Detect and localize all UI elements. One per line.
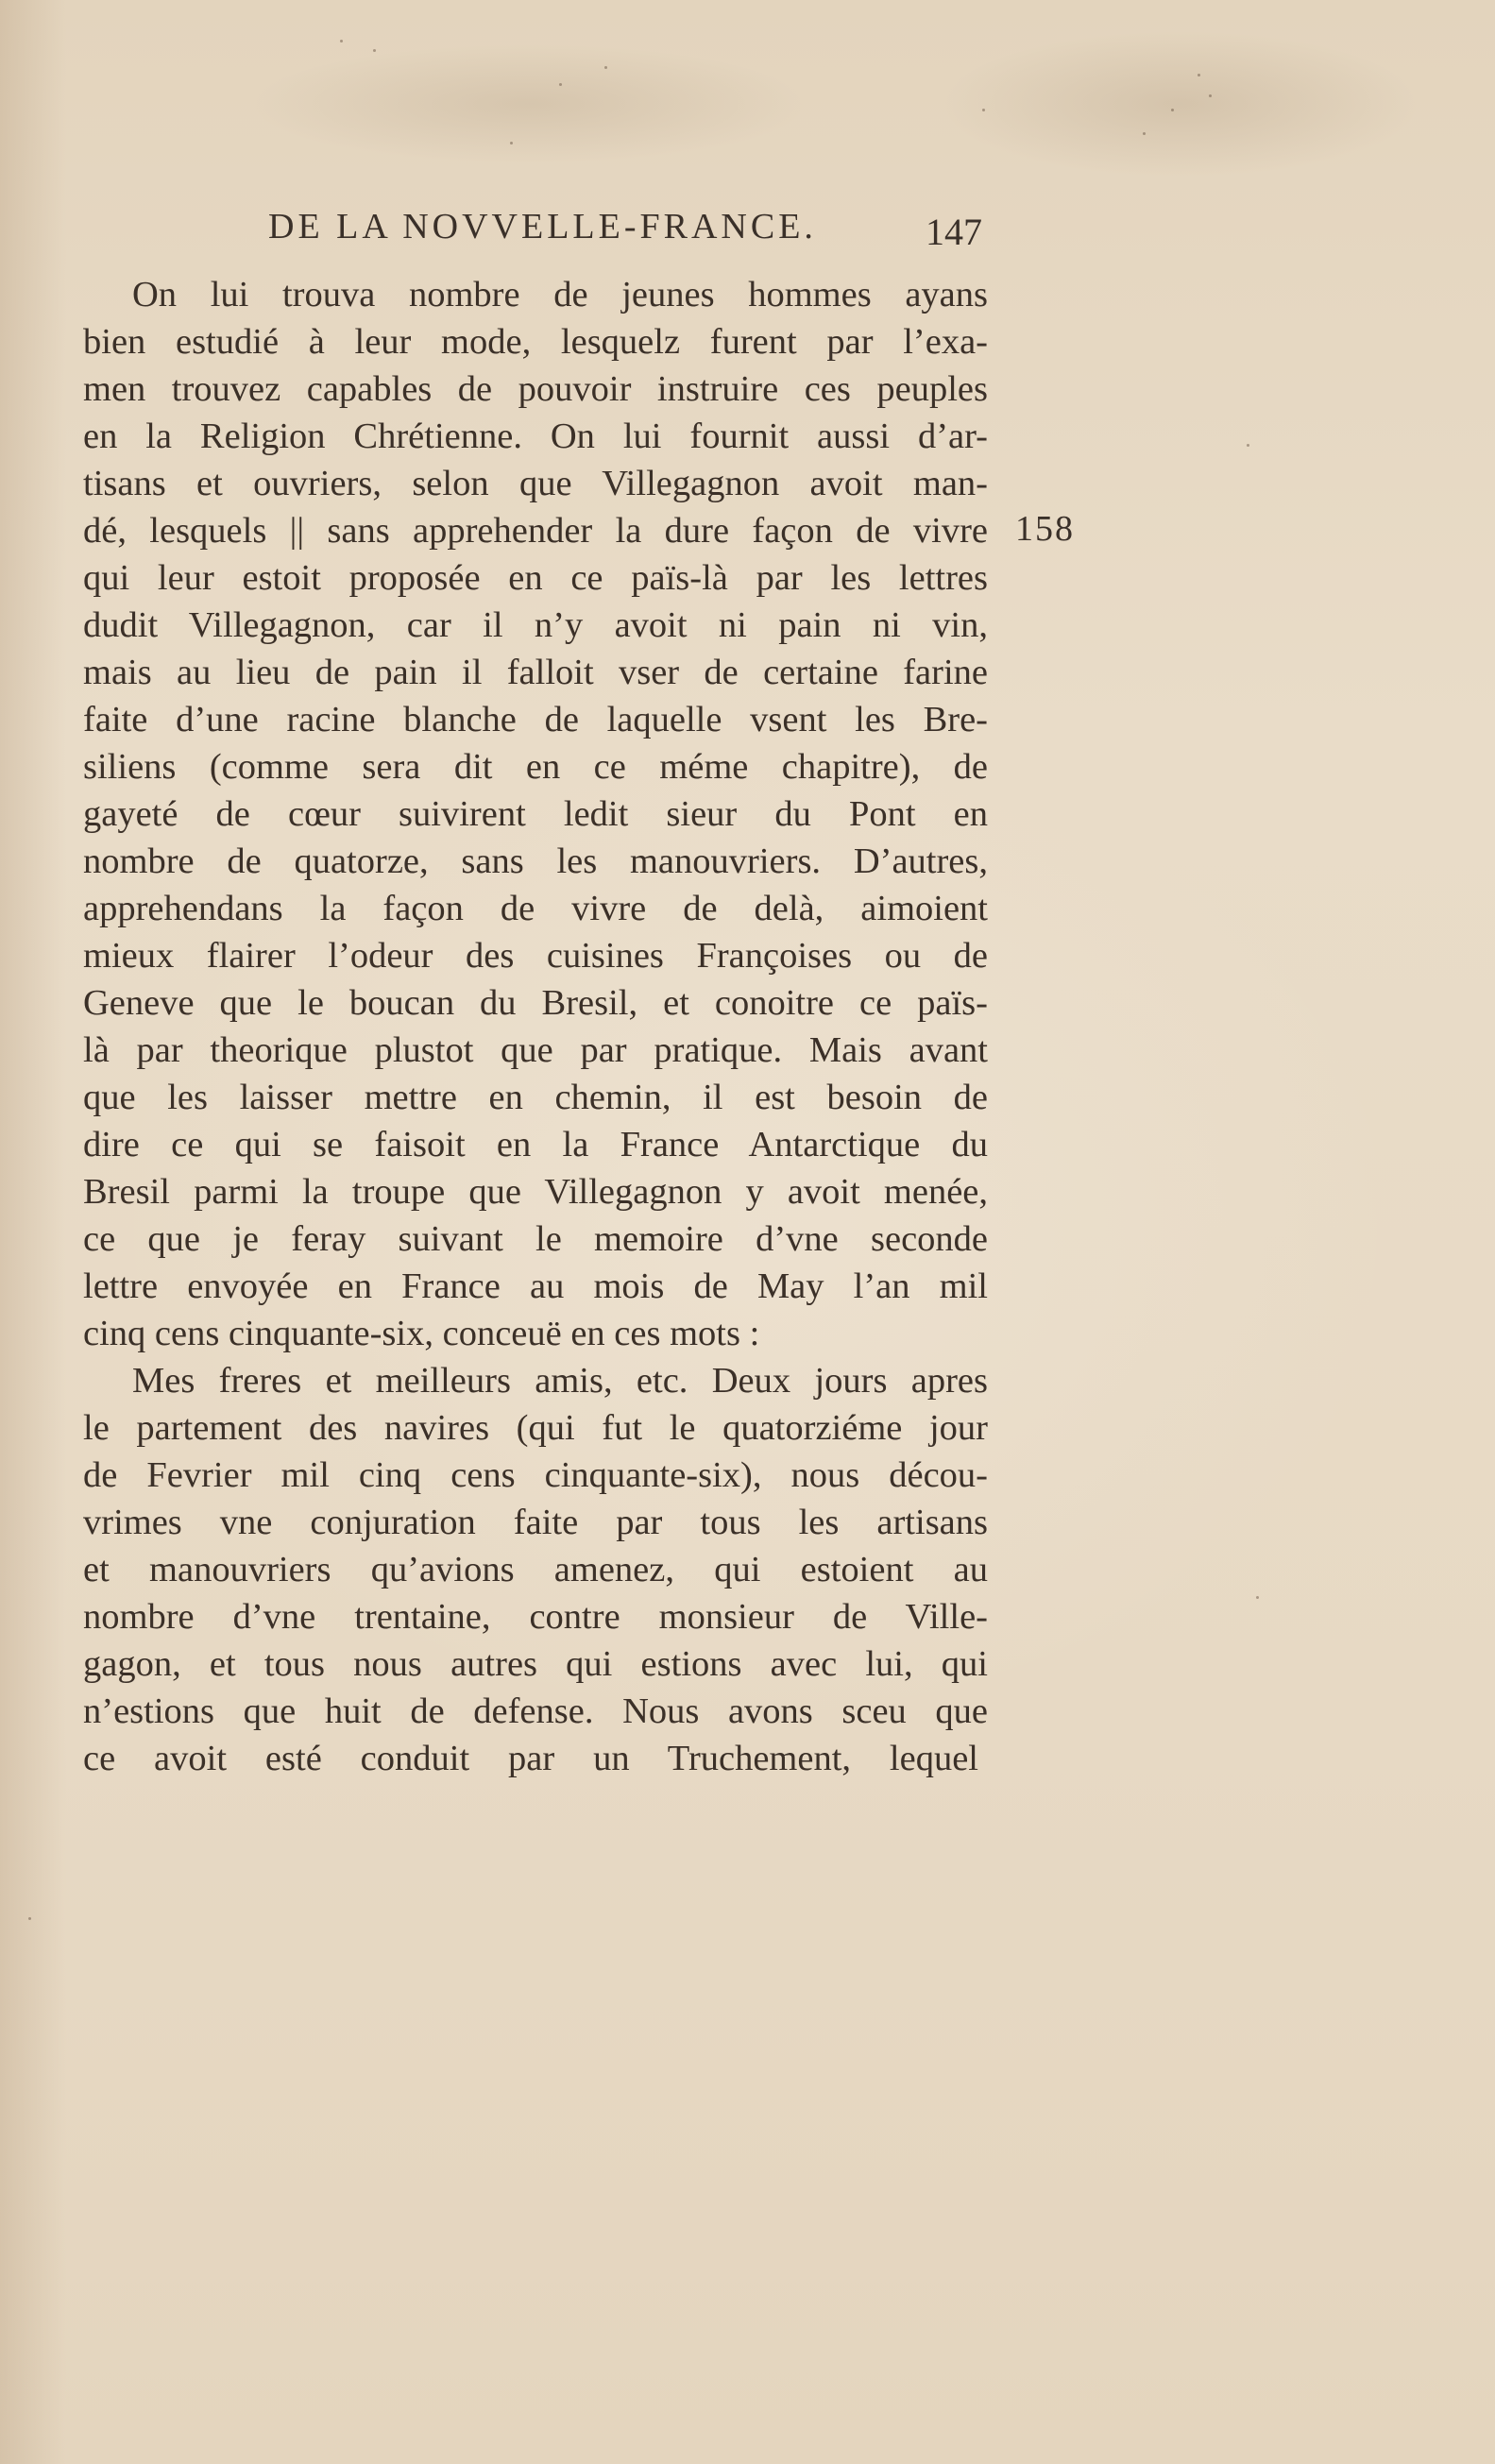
paper-speck: [1171, 109, 1174, 111]
page-number: 147: [926, 211, 982, 253]
running-head: DE LA NOVVELLE-FRANCE.: [268, 207, 817, 246]
text-line: faite d’une racine blanche de laquelle vsent les Bre-: [83, 700, 988, 739]
paper-speck: [373, 49, 376, 52]
text-line: ce que je feray suivant le memoire d’vne seconde: [83, 1219, 988, 1259]
text-line: gayeté de cœur suivirent ledit sieur du Pont en: [83, 794, 988, 834]
text-line: cinq cens cinquante-six, conceuë en ces mots :: [83, 1314, 760, 1353]
text-line: nombre d’vne trentaine, contre monsieur de Ville-: [83, 1597, 988, 1637]
paper-speck: [1247, 444, 1249, 447]
text-line: lettre envoyée en France au mois de May l’an mil: [83, 1266, 988, 1306]
paper-speck: [510, 142, 513, 144]
text-line: Geneve que le boucan du Bresil, et conoitre ce païs-: [83, 983, 988, 1023]
text-line: ce avoit esté conduit par un Truchement, lequel: [83, 1739, 978, 1778]
paper-speck: [28, 1917, 31, 1920]
text-line: bien estudié à leur mode, lesquelz furent par l’exa-: [83, 322, 988, 362]
text-line: nombre de quatorze, sans les manouvriers. D’autres,: [83, 841, 988, 881]
text-block: [83, 271, 988, 1782]
text-line: là par theorique plustot que par pratique. Mais avant: [83, 1030, 988, 1070]
text-line: dire ce qui se faisoit en la France Antarctique du: [83, 1125, 988, 1164]
text-line: gagon, et tous nous autres qui estions avec lui, qui: [83, 1644, 988, 1684]
text-line: en la Religion Chrétienne. On lui fournit aussi d’ar-: [83, 416, 988, 456]
paper-speck: [1143, 132, 1146, 135]
text-line: Bresil parmi la troupe que Villegagnon y avoit menée,: [83, 1172, 988, 1212]
text-line: n’estions que huit de defense. Nous avons sceu que: [83, 1691, 988, 1731]
paper-speck: [1198, 74, 1200, 76]
text-line: qui leur estoit proposée en ce païs-là par les lettres: [83, 558, 988, 598]
text-line: men trouvez capables de pouvoir instruire ces peuples: [83, 369, 988, 409]
text-line: de Fevrier mil cinq cens cinquante-six), nous décou-: [83, 1455, 988, 1495]
text-line: vrimes vne conjuration faite par tous les artisans: [83, 1503, 988, 1542]
text-line: tisans et ouvriers, selon que Villegagnon avoit man-: [83, 464, 988, 503]
paper-speck: [1256, 1596, 1259, 1599]
text-line: apprehendans la façon de vivre de delà, aimoient: [83, 889, 988, 928]
text-line: dé, lesquels || sans apprehender la dure façon de vivre: [83, 511, 988, 551]
text-line: dudit Villegagnon, car il n’y avoit ni pain ni vin,: [83, 605, 988, 645]
text-line: et manouvriers qu’avions amenez, qui estoient au: [83, 1550, 988, 1589]
text-line: On lui trouva nombre de jeunes hommes ayans: [132, 275, 988, 314]
paper-speck: [604, 66, 607, 69]
text-line: que les laisser mettre en chemin, il est besoin de: [83, 1078, 988, 1117]
paper-speck: [340, 40, 343, 42]
text-line: mais au lieu de pain il falloit vser de certaine farine: [83, 653, 988, 692]
paper-speck: [559, 83, 562, 86]
text-line: mieux flairer l’odeur des cuisines Françoises ou de: [83, 936, 988, 976]
paper-speck: [1209, 94, 1212, 97]
margin-page-reference: 158: [1015, 509, 1075, 549]
text-line: le partement des navires (qui fut le quatorziéme jour: [83, 1408, 988, 1448]
text-line: Mes freres et meilleurs amis, etc. Deux jours apres: [132, 1361, 988, 1401]
paper-speck: [982, 109, 985, 111]
text-line: siliens (comme sera dit en ce méme chapitre), de: [83, 747, 988, 787]
